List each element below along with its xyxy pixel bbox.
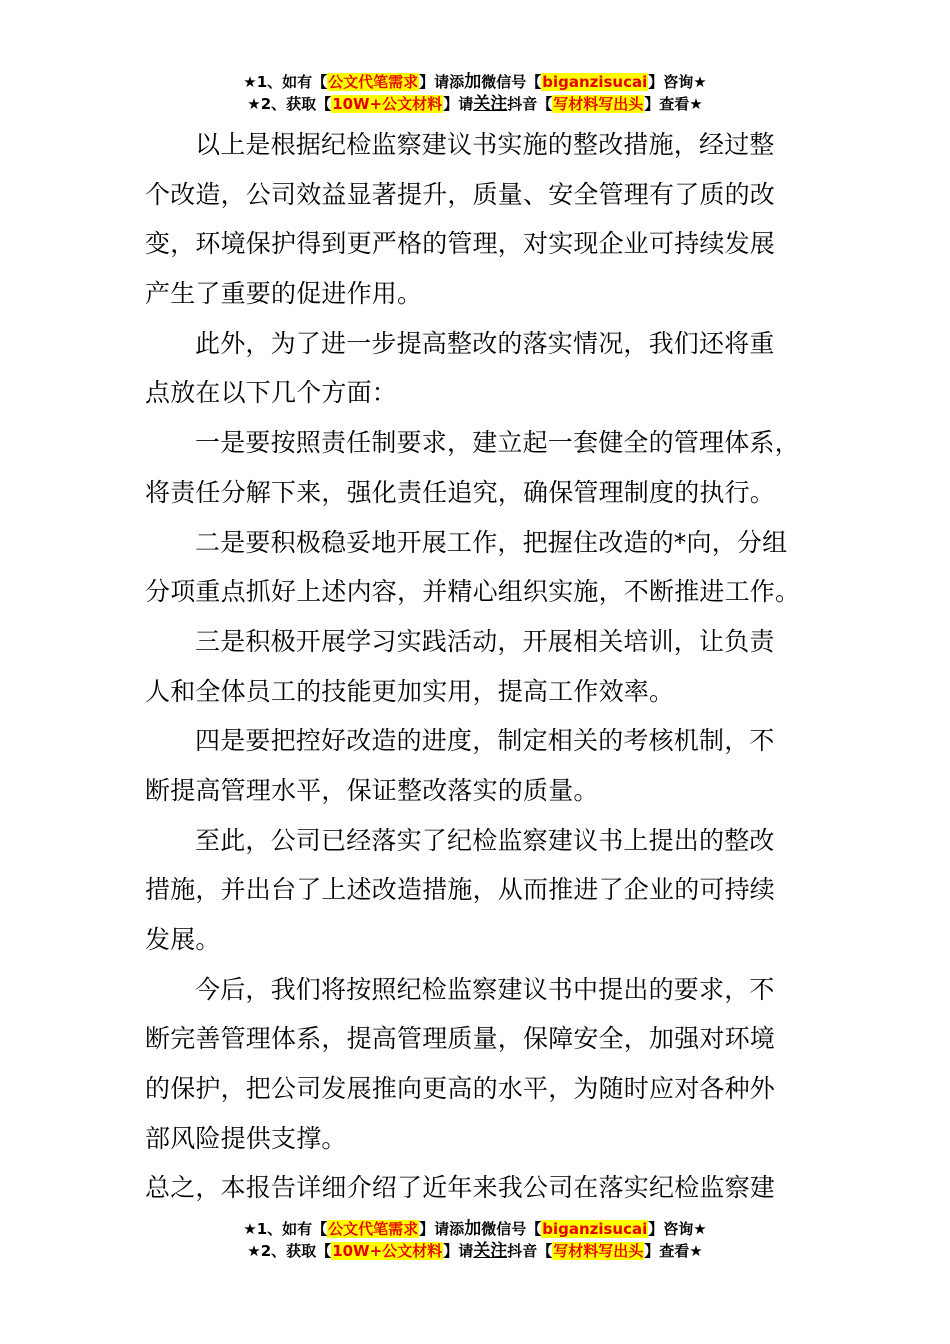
text-line: 今后，我们将按照纪检监察建议书中提出的要求，不 (195, 974, 775, 1004)
paragraph-1 (145, 120, 805, 319)
paragraph-6 (145, 716, 805, 815)
paragraph-8 (145, 965, 805, 1164)
text-line: 此外，为了进一步提高整改的落实情况，我们还将重 (195, 328, 775, 358)
banner-highlight: 10W+公文材料 (332, 95, 443, 113)
banner-line-1 (0, 1218, 950, 1240)
paragraph-4 (145, 518, 805, 617)
paragraph-5 (145, 617, 805, 716)
text-line: 个改造，公司效益显著提升，质量、安全管理有了质的改 (145, 179, 776, 209)
text-line: 的保护，把公司发展推向更高的水平，为随时应对各种外 (145, 1074, 776, 1104)
banner-highlight: 公文代笔需求 (328, 73, 419, 91)
text-line: 至此，公司已经落实了纪检监察建议书上提出的整改 (195, 825, 775, 855)
banner-text: 加 (464, 1219, 482, 1239)
text-line: 措施，并出台了上述改造措施，从而推进了企业的可持续 (145, 875, 776, 905)
paragraph-3 (145, 418, 805, 517)
paragraph-2 (145, 319, 805, 418)
text-line: 点放在以下几个方面： (145, 378, 398, 408)
paragraph-9 (145, 1163, 805, 1213)
banner-text: 】请 (443, 95, 474, 113)
banner-text: 关注 (473, 94, 508, 114)
text-line: 产生了重要的促进作用。 (145, 279, 423, 309)
text-line: 变，环境保护得到更严格的管理，对实现企业可持续发展 (145, 229, 776, 259)
banner-text: 抖音【 (507, 1242, 553, 1260)
banner-line-2 (0, 93, 950, 115)
banner-text: 】咨询★ (648, 1220, 707, 1238)
text-line: 总之，本报告详细介绍了近年来我公司在落实纪检监察建 (145, 1173, 776, 1203)
text-line: 断提高管理水平，保证整改落实的质量。 (145, 775, 599, 805)
banner-text: 微信号【 (481, 1220, 542, 1238)
text-line: 三是积极开展学习实践活动，开展相关培训，让负责 (195, 626, 775, 656)
banner-text: 加 (464, 72, 482, 92)
text-line: 部风险提供支撑。 (145, 1123, 347, 1153)
banner-highlight: biganzisucai (542, 73, 648, 91)
banner-highlight: 写材料写出头 (553, 1242, 644, 1260)
banner-text: 】请添 (419, 1220, 465, 1238)
banner-text: ★1、如有【 (243, 1220, 328, 1238)
banner-highlight: 10W+公文材料 (332, 1242, 443, 1260)
text-line: 二是要积极稳妥地开展工作，把握住改造的*向，分组 (195, 527, 788, 557)
banner-highlight: biganzisucai (542, 1220, 648, 1238)
text-line: 人和全体员工的技能更加实用，提高工作效率。 (145, 676, 675, 706)
text-line: 发展。 (145, 925, 221, 954)
banner-text: 微信号【 (481, 73, 542, 91)
banner-text: ★2、获取【 (247, 1242, 332, 1260)
banner-text: 】请添 (419, 73, 465, 91)
banner-highlight: 公文代笔需求 (328, 1220, 419, 1238)
text-line: 断完善管理体系，提高管理质量，保障安全，加强对环境 (145, 1024, 776, 1054)
banner-text: 】查看★ (644, 95, 703, 113)
banner-line-2 (0, 1240, 950, 1262)
banner-text: ★1、如有【 (243, 73, 328, 91)
text-line: 四是要把控好改造的进度，制定相关的考核机制，不 (195, 726, 775, 756)
banner-text: 】请 (443, 1242, 474, 1260)
text-line: 一是要按照责任制要求，建立起一套健全的管理体系， (195, 428, 800, 458)
header-banner (0, 71, 950, 115)
banner-highlight: 写材料写出头 (553, 95, 644, 113)
banner-text: 抖音【 (507, 95, 553, 113)
text-line: 分项重点抓好上述内容，并精心组织实施，不断推进工作。 (145, 577, 801, 607)
document-body (145, 120, 805, 1213)
banner-text: ★2、获取【 (247, 95, 332, 113)
banner-line-1 (0, 71, 950, 93)
text-line: 以上是根据纪检监察建议书实施的整改措施，经过整 (195, 130, 775, 159)
banner-text: 】查看★ (644, 1242, 703, 1260)
banner-text: 关注 (473, 1241, 508, 1261)
paragraph-7 (145, 816, 805, 965)
banner-text: 】咨询★ (648, 73, 707, 91)
footer-banner (0, 1218, 950, 1262)
text-line: 将责任分解下来，强化责任追究，确保管理制度的执行。 (145, 477, 776, 507)
